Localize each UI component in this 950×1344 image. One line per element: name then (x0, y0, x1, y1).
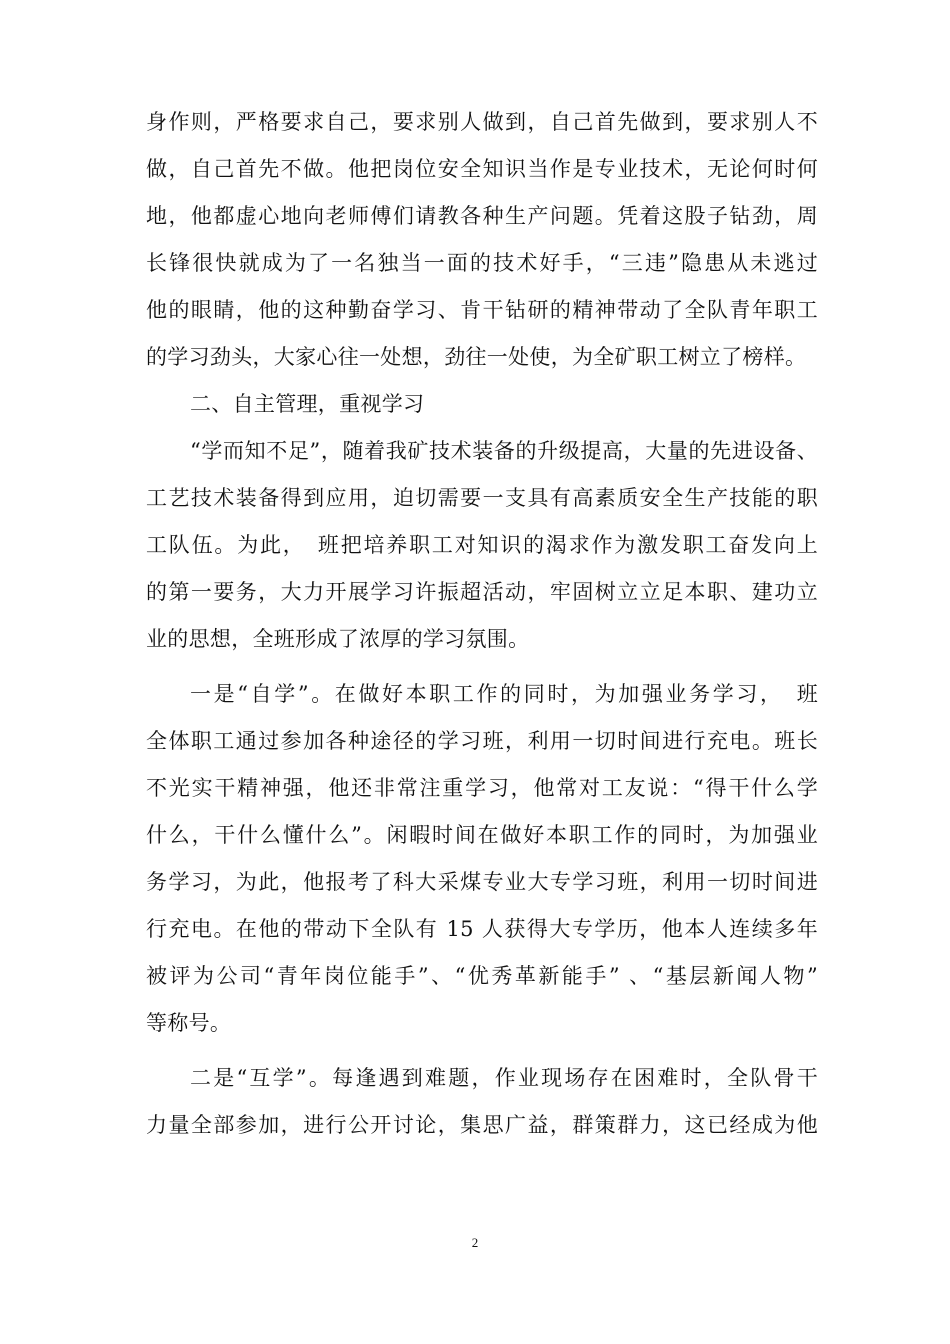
section-heading-text: 二、自主管理，重视学习 (190, 392, 425, 416)
text-line: 什么，干什么懂什么”。闲暇时间在做好本职工作的同时，为加强业 (146, 823, 818, 847)
text-line: 的学习劲头，大家心往一处想，劲往一处使，为全矿职工树立了榜样。 (146, 345, 807, 369)
text-line: 地，他都虚心地向老师傅们请教各种生产问题。凭着这股子钻劲，周 (146, 204, 818, 228)
text-line: 务学习，为此，他报考了科大采煤专业大专学习班，利用一切时间进 (146, 870, 818, 894)
text-line: 等称号。 (146, 1011, 232, 1035)
text-line: 的第一要务，大力开展学习许振超活动，牢固树立立足本职、建功立 (146, 580, 818, 604)
text-line: 被评为公司“青年岗位能手”、“优秀革新能手” 、“基层新闻人物” (146, 964, 818, 988)
text-line: 工队伍。为此， 班把培养职工对知识的渴求作为激发职工奋发向上 (146, 533, 818, 557)
section-heading (146, 381, 818, 428)
paragraph-learning-intro (146, 428, 818, 663)
text-line: 全体职工通过参加各种途径的学习班，利用一切时间进行充电。班长 (146, 729, 818, 753)
text-line: 他的眼睛，他的这种勤奋学习、肯干钻研的精神带动了全队青年职工 (146, 298, 818, 322)
text-line: 做，自己首先不做。他把岗位安全知识当作是专业技术，无论何时何 (146, 157, 818, 181)
text-line: 业的思想，全班形成了浓厚的学习氛围。 (146, 627, 530, 651)
text-line: 工艺技术装备得到应用，迫切需要一支具有高素质安全生产技能的职 (146, 486, 818, 510)
paragraph-mutual-study (146, 1055, 818, 1149)
text-line: 行充电。在他的带动下全队有 15 人获得大专学历，他本人连续多年 (146, 917, 818, 941)
paragraph-continuation (146, 99, 818, 381)
text-line: 不光实干精神强，他还非常注重学习，他常对工友说：“得干什么学 (146, 776, 818, 800)
document-body (146, 99, 818, 1149)
text-line: “学而知不足”，随着我矿技术装备的升级提高，大量的先进设备、 (190, 439, 818, 463)
paragraph-self-study (146, 671, 818, 1047)
text-line: 身作则，严格要求自己，要求别人做到，自己首先做到，要求别人不 (146, 110, 818, 134)
page-number: 2 (471, 1235, 479, 1250)
text-line: 力量全部参加，进行公开讨论，集思广益，群策群力，这已经成为他 (146, 1113, 818, 1137)
text-line: 一是“自学”。在做好本职工作的同时，为加强业务学习， 班 (190, 682, 818, 706)
text-line: 长锋很快就成为了一名独当一面的技术好手，“三违”隐患从未逃过 (146, 251, 818, 275)
text-line: 二是“互学”。每逢遇到难题，作业现场存在困难时，全队骨干 (190, 1066, 818, 1090)
